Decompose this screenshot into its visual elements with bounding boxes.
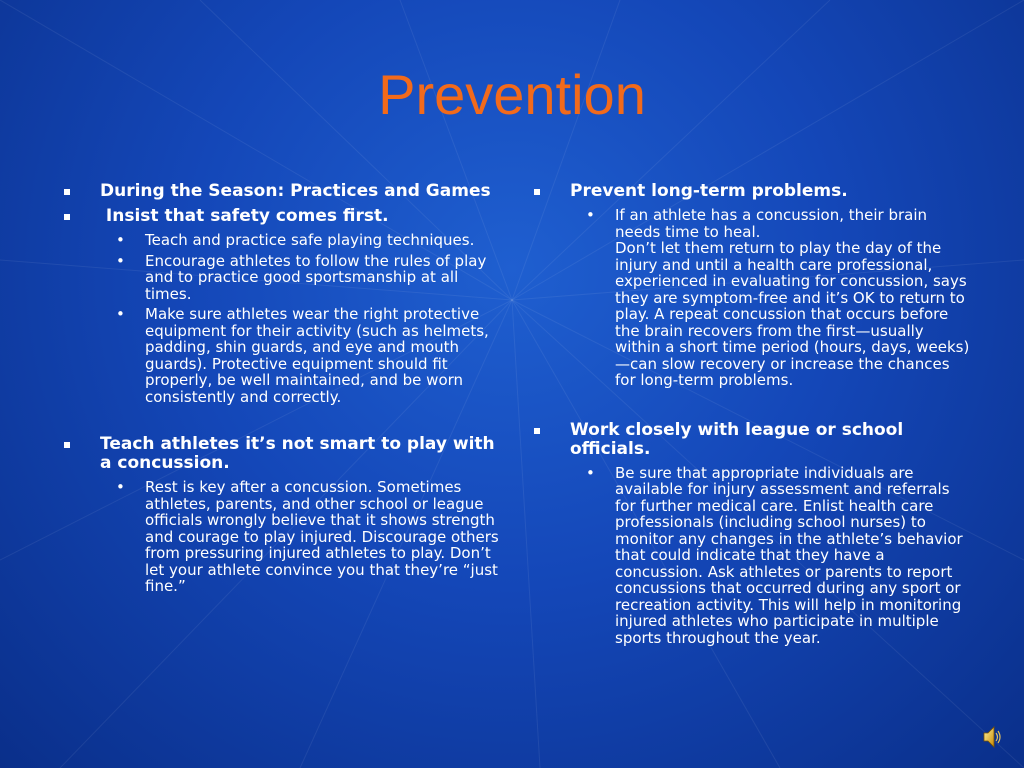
list-item: • Encourage athletes to follow the rules of play and to practice good sportsmanship at all times.	[116, 251, 487, 303]
dot-bullet-icon: •	[116, 305, 125, 323]
bullet-during-season	[60, 182, 500, 201]
square-bullet-icon	[534, 428, 540, 434]
safety-sub-list	[60, 232, 500, 405]
square-bullet-icon	[534, 189, 540, 195]
bullet-text: Work closely with league or school officials.	[570, 419, 904, 459]
bullet-safety-first	[60, 207, 500, 226]
right-column	[530, 182, 970, 652]
bullet-text: Insist that safety comes first.	[100, 206, 389, 226]
list-item	[530, 207, 970, 389]
sub-text-line2: Don’t let them return to play the day of the injury and until a health care professional, experienced in evaluating for concussion, says they are symptom-free and it’s OK to return to play. A repeat concussion that occurs before the brain recovers from the first—usually within a short time period (hours, days, weeks)—can slow recovery or increase the chances for long-term problems.	[615, 239, 970, 389]
bullet-text: During the Season: Practices and Games	[100, 181, 491, 201]
left-column	[60, 182, 500, 601]
list-item: • Rest is key after a concussion. Sometimes athletes, parents, and other school or league officials wrongly believe that it shows strength and courage to play injured. Discourage others from pressuring injured athletes to play. Don’t let your athlete convince you that they’re “just fine.”	[116, 478, 499, 595]
bullet-long-term	[530, 182, 970, 201]
square-bullet-icon	[64, 189, 70, 195]
square-bullet-icon	[64, 214, 70, 220]
rest-sub-list	[60, 479, 500, 595]
list-item: • Be sure that appropriate individuals are available for injury assessment and referrals for further medical care. Enlist health care professionals (including school nurses) to monitor any changes in the athlete’s behavior that could indicate that they have a concussion. Ask athletes or parents to report concussions that occurred during any sport or recreation activity. This will help in monitoring injured athletes who participate in multiple sports throughout the year.	[586, 463, 963, 647]
dot-bullet-icon: •	[116, 251, 125, 270]
dot-bullet-icon: •	[586, 206, 595, 224]
bullet-not-smart	[60, 435, 500, 473]
officials-sub-list	[530, 465, 970, 647]
dot-bullet-icon: •	[586, 463, 595, 482]
slide-title: Prevention	[378, 63, 646, 126]
dot-bullet-icon: •	[116, 231, 125, 249]
sub-text-line1: If an athlete has a concussion, their brain needs time to heal.	[615, 206, 928, 241]
dot-bullet-icon: •	[116, 478, 125, 496]
bullet-text: Teach athletes it’s not smart to play with a concussion.	[100, 434, 495, 473]
bullet-work-closely	[530, 421, 970, 459]
long-term-sub-list	[530, 207, 970, 389]
bullet-text: Prevent long-term problems.	[570, 181, 848, 201]
speaker-icon[interactable]	[982, 724, 1002, 750]
list-item: • Make sure athletes wear the right protective equipment for their activity (such as helmets, padding, shin guards, and eye and mouth guards). Protective equipment should fit properly, be well maintained, and be worn consistently and correctly.	[116, 305, 489, 406]
list-item: • Teach and practice safe playing techniques.	[116, 231, 475, 249]
square-bullet-icon	[64, 442, 70, 448]
